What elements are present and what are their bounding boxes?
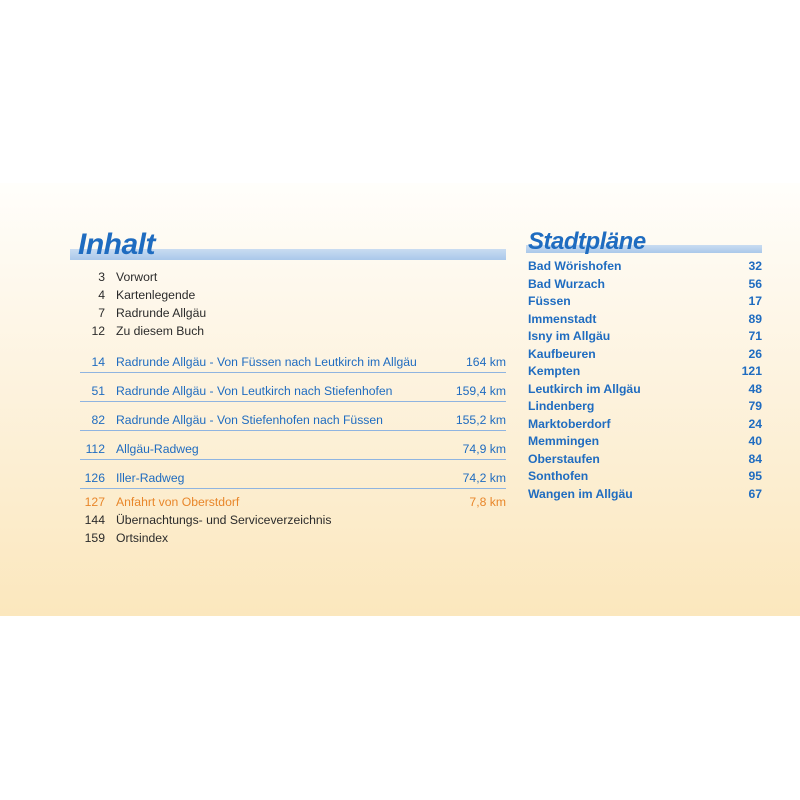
city-name: Füssen <box>528 294 571 308</box>
city-name: Leutkirch im Allgäu <box>528 381 641 396</box>
city-name: Isny im Allgäu <box>528 329 611 343</box>
toc-page: 7 <box>98 306 105 320</box>
route-distance: 7,8 km <box>469 495 506 509</box>
city-map-entry[interactable] <box>526 276 762 294</box>
city-maps-heading <box>526 222 762 256</box>
toc-text: Zu diesem Buch <box>116 324 205 338</box>
contents-title: Inhalt <box>78 228 155 261</box>
city-maps-title: Stadtpläne <box>528 228 646 255</box>
route-title: Anfahrt von Oberstdorf <box>116 495 240 509</box>
toc-text: Kartenlegende <box>116 288 196 302</box>
city-name: Kempten <box>528 364 581 378</box>
city-page: 24 <box>748 416 762 431</box>
route-title: Radrunde Allgäu - Von Leutkirch nach Stiefenhofen <box>116 384 393 398</box>
route-distance: 74,2 km <box>462 471 506 485</box>
route-title: Radrunde Allgäu - Von Stiefenhofen nach Füssen <box>116 413 383 427</box>
city-page: 71 <box>748 329 762 343</box>
route-entry[interactable] <box>70 469 506 487</box>
toc-entry <box>70 322 506 340</box>
contents-section <box>70 222 506 547</box>
toc-text: Radrunde Allgäu <box>116 306 207 320</box>
toc-entry <box>70 268 506 286</box>
city-page: 79 <box>748 399 762 413</box>
city-name: Lindenberg <box>528 399 595 413</box>
route-page: 51 <box>91 384 105 398</box>
route-distance: 155,2 km <box>455 413 506 427</box>
toc-text: Ortsindex <box>116 531 169 545</box>
route-entry[interactable] <box>70 353 506 371</box>
toc-entry <box>70 286 506 304</box>
toc-entry <box>70 304 506 322</box>
city-name: Sonthofen <box>528 469 589 483</box>
city-page: 95 <box>748 469 762 483</box>
city-map-entry[interactable] <box>526 293 762 311</box>
toc-entry <box>70 511 506 529</box>
route-title: Allgäu-Radweg <box>116 442 199 456</box>
city-name: Kaufbeuren <box>528 346 596 361</box>
city-name: Marktoberdorf <box>528 416 611 431</box>
city-page: 26 <box>748 346 762 361</box>
city-page: 48 <box>748 381 762 396</box>
route-entry[interactable] <box>70 382 506 400</box>
toc-page: 159 <box>84 531 105 545</box>
route-distance: 164 km <box>466 355 506 369</box>
route-page: 14 <box>91 355 105 369</box>
city-page: 67 <box>748 486 762 501</box>
toc-page: 144 <box>84 513 105 527</box>
city-maps-section <box>526 222 762 503</box>
city-page: 40 <box>748 434 762 448</box>
city-page: 84 <box>748 451 762 466</box>
route-page: 127 <box>84 495 105 509</box>
route-distance: 74,9 km <box>462 442 506 456</box>
city-map-entry[interactable] <box>526 258 762 276</box>
city-map-entry[interactable] <box>526 416 762 434</box>
city-page: 17 <box>748 294 762 308</box>
city-name: Immenstadt <box>528 311 597 326</box>
city-map-entry[interactable] <box>526 398 762 416</box>
city-map-entry[interactable] <box>526 363 762 381</box>
toc-page: 3 <box>98 270 105 284</box>
city-map-entry[interactable] <box>526 433 762 451</box>
city-map-entry[interactable] <box>526 486 762 504</box>
city-map-entry[interactable] <box>526 311 762 329</box>
route-page: 82 <box>91 413 105 427</box>
city-name: Bad Wurzach <box>528 276 605 291</box>
toc-page: 12 <box>91 324 105 338</box>
city-map-entry[interactable] <box>526 328 762 346</box>
toc-text: Übernachtungs- und Serviceverzeichnis <box>116 513 332 527</box>
toc-page: 4 <box>98 288 105 302</box>
route-page: 112 <box>85 442 105 456</box>
city-page: 121 <box>741 364 762 378</box>
city-map-entry[interactable] <box>526 381 762 399</box>
city-name: Memmingen <box>528 434 600 448</box>
route-title: Iller-Radweg <box>116 471 185 485</box>
toc-text: Vorwort <box>116 270 158 284</box>
city-map-entry[interactable] <box>526 468 762 486</box>
route-entry[interactable] <box>70 411 506 429</box>
city-name: Wangen im Allgäu <box>528 486 633 501</box>
toc-entry <box>70 529 506 547</box>
city-name: Bad Wörishofen <box>528 259 622 273</box>
city-page: 89 <box>748 311 762 326</box>
city-name: Oberstaufen <box>528 451 600 466</box>
contents-heading <box>70 222 506 262</box>
city-page: 56 <box>748 276 762 291</box>
city-map-entry[interactable] <box>526 451 762 469</box>
city-map-entry[interactable] <box>526 346 762 364</box>
route-entry[interactable] <box>70 440 506 458</box>
route-distance: 159,4 km <box>455 384 506 398</box>
city-page: 32 <box>748 259 762 273</box>
route-title: Radrunde Allgäu - Von Füssen nach Leutkirch im Allgäu <box>116 355 417 369</box>
access-route-entry[interactable] <box>70 493 506 511</box>
route-page: 126 <box>84 471 105 485</box>
